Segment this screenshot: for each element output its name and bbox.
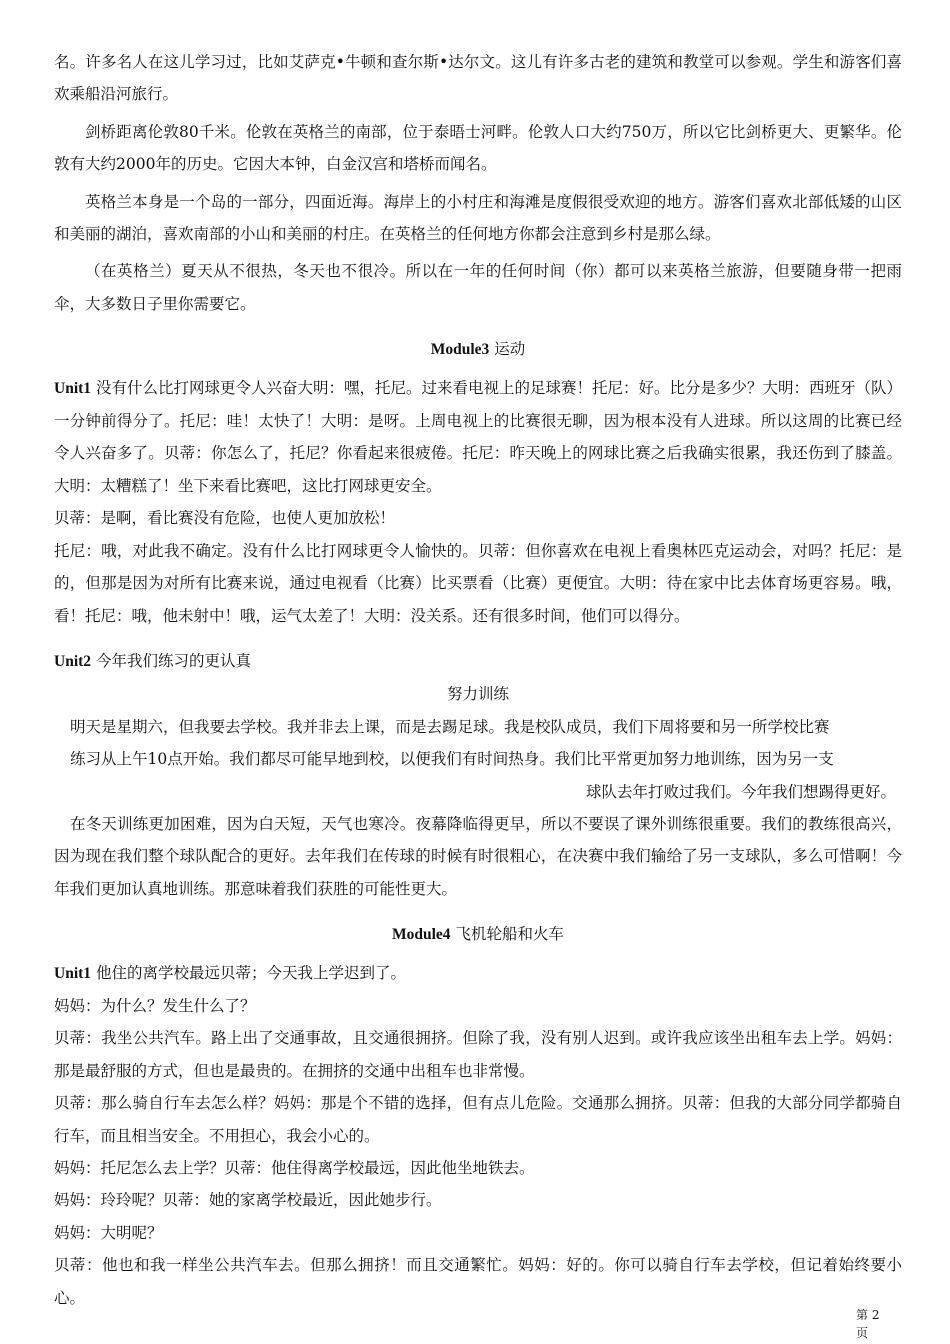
module4-dialogue-line: 妈妈：为什么？发生什么了？ <box>54 996 256 1015</box>
module3-unit1-label: Unit1 <box>54 379 92 397</box>
document-page <box>54 46 902 1314</box>
module3-unit2-paragraph1c: 球队去年打败过我们。今年我们想踢得更好。 <box>585 782 896 801</box>
module4-unit1-label: Unit1 <box>54 964 92 982</box>
module4-unit1-text: 他住的离学校最远贝蒂；今天我上学迟到了。 <box>91 963 406 982</box>
module3-unit2-paragraph2: 在冬天训练更加困难，因为白天短，天气也寒冷。夜幕降临得更早，所以不要误了课外训练很重要。我们的教练很高兴，因为现在我们整个球队配合的更好。去年我们在传球的时候有时很粗心，在决赛中我们输给了另一支球队，多么可惜啊！今年我们更加认真地训练。那意味着我们获胜的可能性更大。 <box>54 814 902 898</box>
module4-dialogue-line: 妈妈：大明呢？ <box>54 1223 163 1242</box>
paragraph-london: 剑桥距离伦敦80千米。伦敦在英格兰的南部，位于泰晤士河畔。伦敦人口大约750万，所以它比剑桥更大、更繁华。伦敦有大约2000年的历史。它因大本钟，白金汉宫和塔桥而闻名。 <box>54 122 902 174</box>
module3-unit1-line2: 贝蒂：是啊，看比赛没有危险，也使人更加放松！ <box>54 509 396 528</box>
module4-dialogue-line: 贝蒂：那么骑自行车去怎么样？妈妈：那是个不错的选择，但有点儿危险。交通那么拥挤。贝蒂：但我的大部分同学都骑自行车，而且相当安全。不用担心，我会小心的。 <box>54 1094 902 1145</box>
paragraph-cambridge-end: 名。许多名人在这儿学习过，比如艾萨克•牛顿和查尔斯•达尔文。这儿有许多古老的建筑和教堂可以参观。学生和游客们喜欢乘船沿河旅行。 <box>54 53 902 104</box>
paragraph-england-weather: （在英格兰）夏天从不很热，冬天也不很冷。所以在一年的任何时间（你）都可以来英格兰旅游，但要随身带一把雨伞，大多数日子里你需要它。 <box>54 262 902 313</box>
page-number: 第 2 页 <box>856 1308 880 1340</box>
module3-unit2-heading <box>54 645 902 678</box>
module3-unit2-paragraph1b: 练习从上午10点开始。我们都尽可能早地到校，以便我们有时间热身。我们比平常更加努力地训练，因为另一支 <box>70 750 834 769</box>
module3-heading <box>54 333 902 366</box>
module3-heading-label: Module3 <box>430 341 490 359</box>
paragraph-england-island: 英格兰本身是一个岛的一部分，四面近海。海岸上的小村庄和海滩是度假很受欢迎的地方。游客们喜欢北部低矮的山区和美丽的湖泊，喜欢南部的小山和美丽的村庄。在英格兰的任何地方你都会注意到乡村是那么绿。 <box>54 192 902 244</box>
module3-unit2-subtitle: 努力训练 <box>446 685 509 704</box>
module4-dialogue-line: 贝蒂：我坐公共汽车。路上出了交通事故，且交通很拥挤。但除了我，没有别人迟到。或许我应该坐出租车去上学。妈妈：那是最舒服的方式，但也是最贵的。在拥挤的交通中出租车也非常慢。 <box>54 1029 902 1080</box>
module3-unit2-label: Unit2 <box>54 652 92 670</box>
module4-dialogue-line: 妈妈：托尼怎么去上学？贝蒂：他住得离学校最远，因此他坐地铁去。 <box>54 1159 535 1177</box>
module4-heading-label: Module4 <box>392 926 451 944</box>
module4-unit1-heading <box>54 957 902 990</box>
module3-unit2-text: 今年我们练习的更认真 <box>91 651 251 670</box>
module4-dialogue-line: 贝蒂：他也和我一样坐公共汽车去。但那么拥挤！而且交通繁忙。妈妈：好的。你可以骑自行车去学校，但记着始终要小心。 <box>54 1256 902 1307</box>
module4-heading-text: 飞机轮船和火车 <box>450 925 564 944</box>
module3-unit2-paragraph1a: 明天是星期六，但我要去学校。我并非去上课，而是去踢足球。我是校队成员，我们下周将要和另一所学校比赛 <box>70 717 830 736</box>
module4-dialogue-line: 妈妈：玲玲呢？贝蒂：她的家离学校最近，因此她步行。 <box>54 1191 442 1210</box>
module3-unit1-dialogue <box>54 372 902 503</box>
module3-heading-text: 运动 <box>489 340 526 359</box>
module3-unit1-text: 没有什么比打网球更令人兴奋大明：嘿，托尼。过来看电视上的足球赛！托尼：好。比分是多少？大明：西班牙（队）一分钟前得分了。托尼：哇！太快了！大明：是呀。上周电视上的比赛很无聊，因为根本没有人进球。所以这周的比赛已经令人兴奋多了。贝蒂：你怎么了，托尼？你看起来很疲倦。托尼：昨天晚上的网球比赛之后我确实很累，我还伤到了膝盖。大明：太糟糕了！坐下来看比赛吧，这比打网球更安全。 <box>54 378 902 495</box>
module3-unit1-line3: 托尼：哦，对此我不确定。没有什么比打网球更令人愉快的。贝蒂：但你喜欢在电视上看奥林匹克运动会，对吗？托尼：是的，但那是因为对所有比赛来说，通过电视看（比赛）比买票看（比赛）更便宜。大明：待在家中比去体育场更容易。哦，看！托尼：哦，他未射中！哦，运气太差了！大明：没关系。还有很多时间，他们可以得分。 <box>54 541 902 625</box>
module4-heading <box>54 918 902 951</box>
